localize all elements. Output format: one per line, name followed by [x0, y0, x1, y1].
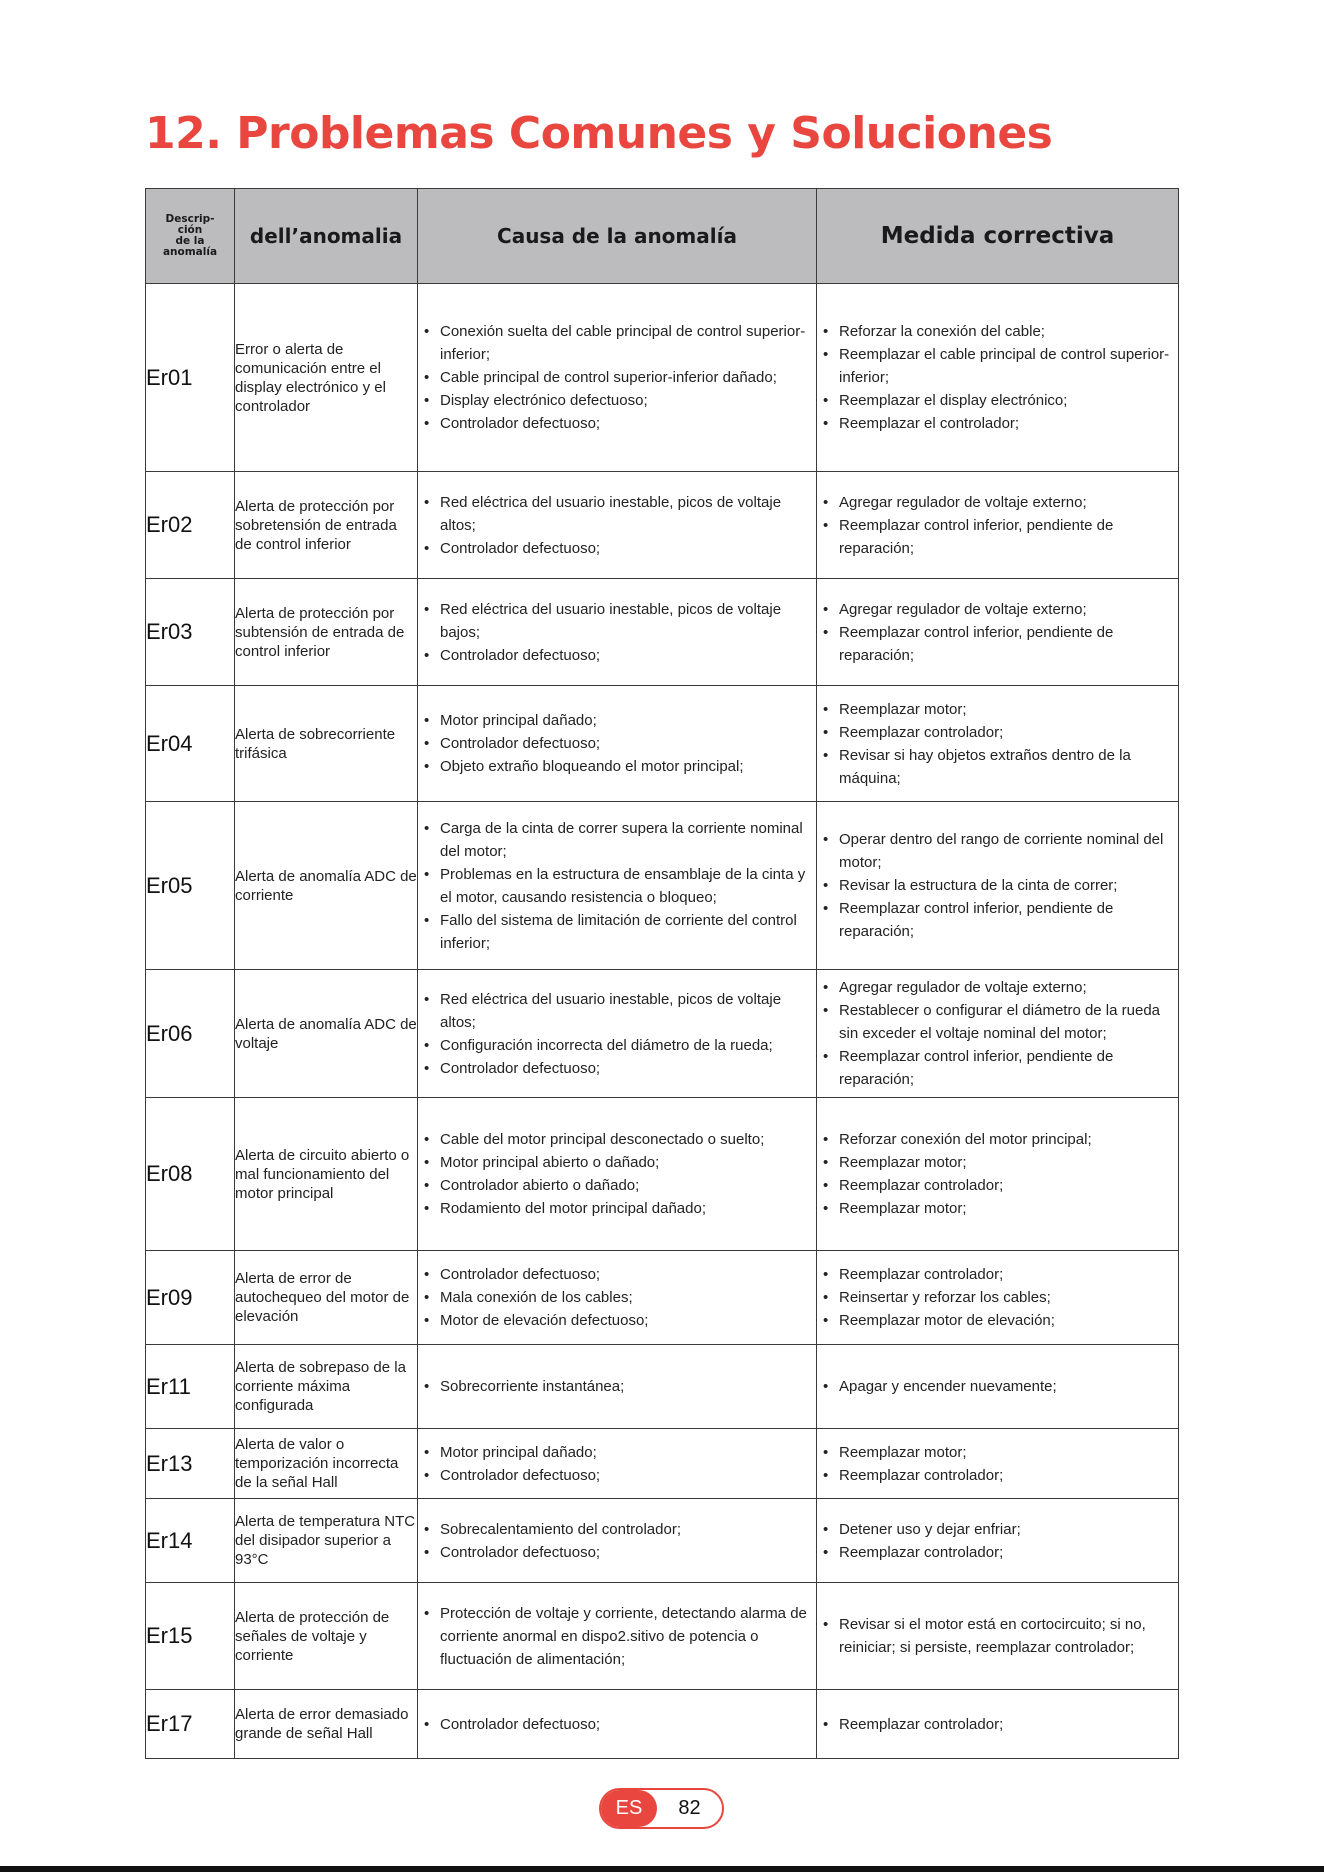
cause-item: • Controlador abierto o dañado;	[418, 1174, 816, 1197]
table-row	[146, 1429, 1179, 1499]
cause-item: • Sobrecalentamiento del controlador;	[418, 1518, 816, 1541]
cause-item: • Protección de voltaje y corriente, detectando alarma de corriente anormal en dispo2.sitivo de potencia o fluctuación de alimentación;	[418, 1602, 816, 1671]
cause-list	[418, 1375, 816, 1398]
anomaly-description: Alerta de valor o temporización incorrecta de la señal Hall	[235, 1429, 418, 1499]
cause-list	[418, 1713, 816, 1736]
fix-item: • Reemplazar motor;	[817, 1151, 1178, 1174]
fix-item: • Reemplazar controlador;	[817, 1263, 1178, 1286]
cause-list	[418, 1128, 816, 1220]
cause-cell	[418, 1499, 817, 1583]
cause-list	[418, 1441, 816, 1487]
fix-list	[817, 491, 1178, 560]
anomaly-description: Alerta de anomalía ADC de voltaje	[235, 970, 418, 1098]
table-row	[146, 472, 1179, 579]
fix-item: • Reemplazar el cable principal de control superior-inferior;	[817, 343, 1178, 389]
fix-cell	[817, 1251, 1179, 1345]
fix-cell	[817, 579, 1179, 686]
cause-item: • Carga de la cinta de correr supera la corriente nominal del motor;	[418, 817, 816, 863]
anomaly-description: Alerta de error de autochequeo del motor de elevación	[235, 1251, 418, 1345]
fix-list	[817, 1375, 1178, 1398]
header-anomaly: dell’anomalia	[235, 189, 418, 284]
fix-item: • Reforzar conexión del motor principal;	[817, 1128, 1178, 1151]
cause-item: • Controlador defectuoso;	[418, 537, 816, 560]
fix-cell	[817, 1690, 1179, 1759]
fix-list	[817, 1441, 1178, 1487]
cause-list	[418, 817, 816, 955]
fix-list	[817, 1713, 1178, 1736]
cause-item: • Display electrónico defectuoso;	[418, 389, 816, 412]
language-badge: ES	[601, 1790, 657, 1827]
fix-list	[817, 1613, 1178, 1659]
cause-cell	[418, 1251, 817, 1345]
table-row	[146, 1583, 1179, 1690]
fix-item: • Reemplazar motor;	[817, 1197, 1178, 1220]
error-code: Er08	[146, 1098, 235, 1251]
fix-item: • Reinsertar y reforzar los cables;	[817, 1286, 1178, 1309]
cause-item: • Configuración incorrecta del diámetro de la rueda;	[418, 1034, 816, 1057]
fix-cell	[817, 686, 1179, 802]
cause-item: • Controlador defectuoso;	[418, 644, 816, 667]
cause-item: • Controlador defectuoso;	[418, 1057, 816, 1080]
table-header-row	[146, 189, 1179, 284]
cause-cell	[418, 579, 817, 686]
cause-cell	[418, 1583, 817, 1690]
fix-list	[817, 598, 1178, 667]
cause-cell	[418, 1098, 817, 1251]
cause-item: • Motor principal dañado;	[418, 1441, 816, 1464]
cause-item: • Problemas en la estructura de ensamblaje de la cinta y el motor, causando resistencia o bloqueo;	[418, 863, 816, 909]
fix-item: • Reemplazar controlador;	[817, 1541, 1178, 1564]
fix-list	[817, 1263, 1178, 1332]
fix-item: • Reemplazar el display electrónico;	[817, 389, 1178, 412]
cause-item: • Red eléctrica del usuario inestable, picos de voltaje bajos;	[418, 598, 816, 644]
bottom-rule	[0, 1866, 1324, 1872]
anomaly-description: Alerta de anomalía ADC de corriente	[235, 802, 418, 970]
header-description: Descrip- ción de la anomalía	[146, 189, 235, 284]
error-code: Er11	[146, 1345, 235, 1429]
fix-cell	[817, 1499, 1179, 1583]
cause-cell	[418, 284, 817, 472]
fix-cell	[817, 472, 1179, 579]
table-row	[146, 1098, 1179, 1251]
fix-item: • Reemplazar controlador;	[817, 1713, 1178, 1736]
cause-cell	[418, 1429, 817, 1499]
fix-item: • Reemplazar controlador;	[817, 721, 1178, 744]
cause-cell	[418, 970, 817, 1098]
fix-list	[817, 976, 1178, 1091]
page-number: 82	[678, 1797, 701, 1819]
cause-item: • Motor de elevación defectuoso;	[418, 1309, 816, 1332]
fix-item: • Apagar y encender nuevamente;	[817, 1375, 1178, 1398]
error-code: Er02	[146, 472, 235, 579]
table-row	[146, 970, 1179, 1098]
error-code: Er04	[146, 686, 235, 802]
fix-item: • Reemplazar el controlador;	[817, 412, 1178, 435]
cause-list	[418, 320, 816, 435]
fix-cell	[817, 1429, 1179, 1499]
cause-item: • Controlador defectuoso;	[418, 1263, 816, 1286]
table-row	[146, 579, 1179, 686]
fix-list	[817, 828, 1178, 943]
cause-list	[418, 1518, 816, 1564]
table-row	[146, 1690, 1179, 1759]
cause-list	[418, 988, 816, 1080]
fix-item: • Reemplazar controlador;	[817, 1174, 1178, 1197]
anomaly-description: Error o alerta de comunicación entre el display electrónico y el controlador	[235, 284, 418, 472]
fix-cell	[817, 1345, 1179, 1429]
cause-item: • Controlador defectuoso;	[418, 1464, 816, 1487]
cause-item: • Fallo del sistema de limitación de corriente del control inferior;	[418, 909, 816, 955]
cause-item: • Controlador defectuoso;	[418, 732, 816, 755]
fix-cell	[817, 1098, 1179, 1251]
error-code: Er09	[146, 1251, 235, 1345]
fix-item: • Reemplazar motor de elevación;	[817, 1309, 1178, 1332]
cause-item: • Sobrecorriente instantánea;	[418, 1375, 816, 1398]
cause-cell	[418, 686, 817, 802]
anomaly-description: Alerta de sobrepaso de la corriente máxima configurada	[235, 1345, 418, 1429]
fix-item: • Revisar la estructura de la cinta de correr;	[817, 874, 1178, 897]
cause-item: • Rodamiento del motor principal dañado;	[418, 1197, 816, 1220]
cause-item: • Red eléctrica del usuario inestable, picos de voltaje altos;	[418, 988, 816, 1034]
cause-item: • Conexión suelta del cable principal de control superior-inferior;	[418, 320, 816, 366]
cause-list	[418, 598, 816, 667]
fix-list	[817, 698, 1178, 790]
cause-list	[418, 1602, 816, 1671]
fix-item: • Agregar regulador de voltaje externo;	[817, 598, 1178, 621]
cause-item: • Red eléctrica del usuario inestable, picos de voltaje altos;	[418, 491, 816, 537]
fix-item: • Restablecer o configurar el diámetro de la rueda sin exceder el voltaje nominal del motor;	[817, 999, 1178, 1045]
error-code: Er06	[146, 970, 235, 1098]
header-fix: Medida correctiva	[817, 189, 1179, 284]
fix-list	[817, 1518, 1178, 1564]
cause-cell	[418, 1345, 817, 1429]
error-code: Er14	[146, 1499, 235, 1583]
fix-item: • Revisar si el motor está en cortocircuito; si no, reiniciar; si persiste, reemplazar controlador;	[817, 1613, 1178, 1659]
cause-item: • Motor principal dañado;	[418, 709, 816, 732]
cause-item: • Motor principal abierto o dañado;	[418, 1151, 816, 1174]
anomaly-description: Alerta de protección de señales de voltaje y corriente	[235, 1583, 418, 1690]
cause-item: • Mala conexión de los cables;	[418, 1286, 816, 1309]
fix-cell	[817, 284, 1179, 472]
cause-cell	[418, 802, 817, 970]
cause-item: • Cable principal de control superior-inferior dañado;	[418, 366, 816, 389]
fix-cell	[817, 1583, 1179, 1690]
error-code: Er01	[146, 284, 235, 472]
cause-list	[418, 1263, 816, 1332]
header-cause: Causa de la anomalía	[418, 189, 817, 284]
cause-list	[418, 709, 816, 778]
cause-cell	[418, 1690, 817, 1759]
cause-item: • Objeto extraño bloqueando el motor principal;	[418, 755, 816, 778]
fix-item: • Detener uso y dejar enfriar;	[817, 1518, 1178, 1541]
table-row	[146, 686, 1179, 802]
anomaly-description: Alerta de circuito abierto o mal funcionamiento del motor principal	[235, 1098, 418, 1251]
fix-item: • Reemplazar motor;	[817, 698, 1178, 721]
fix-item: • Reforzar la conexión del cable;	[817, 320, 1178, 343]
cause-cell	[418, 472, 817, 579]
error-code: Er05	[146, 802, 235, 970]
fix-item: • Operar dentro del rango de corriente nominal del motor;	[817, 828, 1178, 874]
anomaly-description: Alerta de protección por sobretensión de entrada de control inferior	[235, 472, 418, 579]
fix-item: • Reemplazar control inferior, pendiente de reparación;	[817, 1045, 1178, 1091]
cause-item: • Cable del motor principal desconectado o suelto;	[418, 1128, 816, 1151]
fix-cell	[817, 970, 1179, 1098]
fix-item: • Reemplazar control inferior, pendiente de reparación;	[817, 897, 1178, 943]
cause-item: • Controlador defectuoso;	[418, 1713, 816, 1736]
error-code: Er13	[146, 1429, 235, 1499]
error-code: Er03	[146, 579, 235, 686]
fix-item: • Reemplazar motor;	[817, 1441, 1178, 1464]
error-code: Er15	[146, 1583, 235, 1690]
table-row	[146, 1345, 1179, 1429]
anomaly-description: Alerta de temperatura NTC del disipador superior a 93°C	[235, 1499, 418, 1583]
fix-item: • Agregar regulador de voltaje externo;	[817, 491, 1178, 514]
error-code: Er17	[146, 1690, 235, 1759]
fix-item: • Reemplazar controlador;	[817, 1464, 1178, 1487]
fix-list	[817, 1128, 1178, 1220]
table-row	[146, 1251, 1179, 1345]
fix-list	[817, 320, 1178, 435]
error-codes-table	[145, 188, 1179, 1759]
table-row	[146, 284, 1179, 472]
anomaly-description: Alerta de error demasiado grande de señal Hall	[235, 1690, 418, 1759]
fix-cell	[817, 802, 1179, 970]
cause-list	[418, 491, 816, 560]
cause-item: • Controlador defectuoso;	[418, 1541, 816, 1564]
page-indicator	[599, 1788, 724, 1829]
fix-item: • Reemplazar control inferior, pendiente de reparación;	[817, 514, 1178, 560]
page-title: 12. Problemas Comunes y Soluciones	[145, 108, 1053, 159]
anomaly-description: Alerta de protección por subtensión de entrada de control inferior	[235, 579, 418, 686]
anomaly-description: Alerta de sobrecorriente trifásica	[235, 686, 418, 802]
fix-item: • Reemplazar control inferior, pendiente de reparación;	[817, 621, 1178, 667]
cause-item: • Controlador defectuoso;	[418, 412, 816, 435]
fix-item: • Agregar regulador de voltaje externo;	[817, 976, 1178, 999]
table-row	[146, 1499, 1179, 1583]
fix-item: • Revisar si hay objetos extraños dentro de la máquina;	[817, 744, 1178, 790]
table-row	[146, 802, 1179, 970]
